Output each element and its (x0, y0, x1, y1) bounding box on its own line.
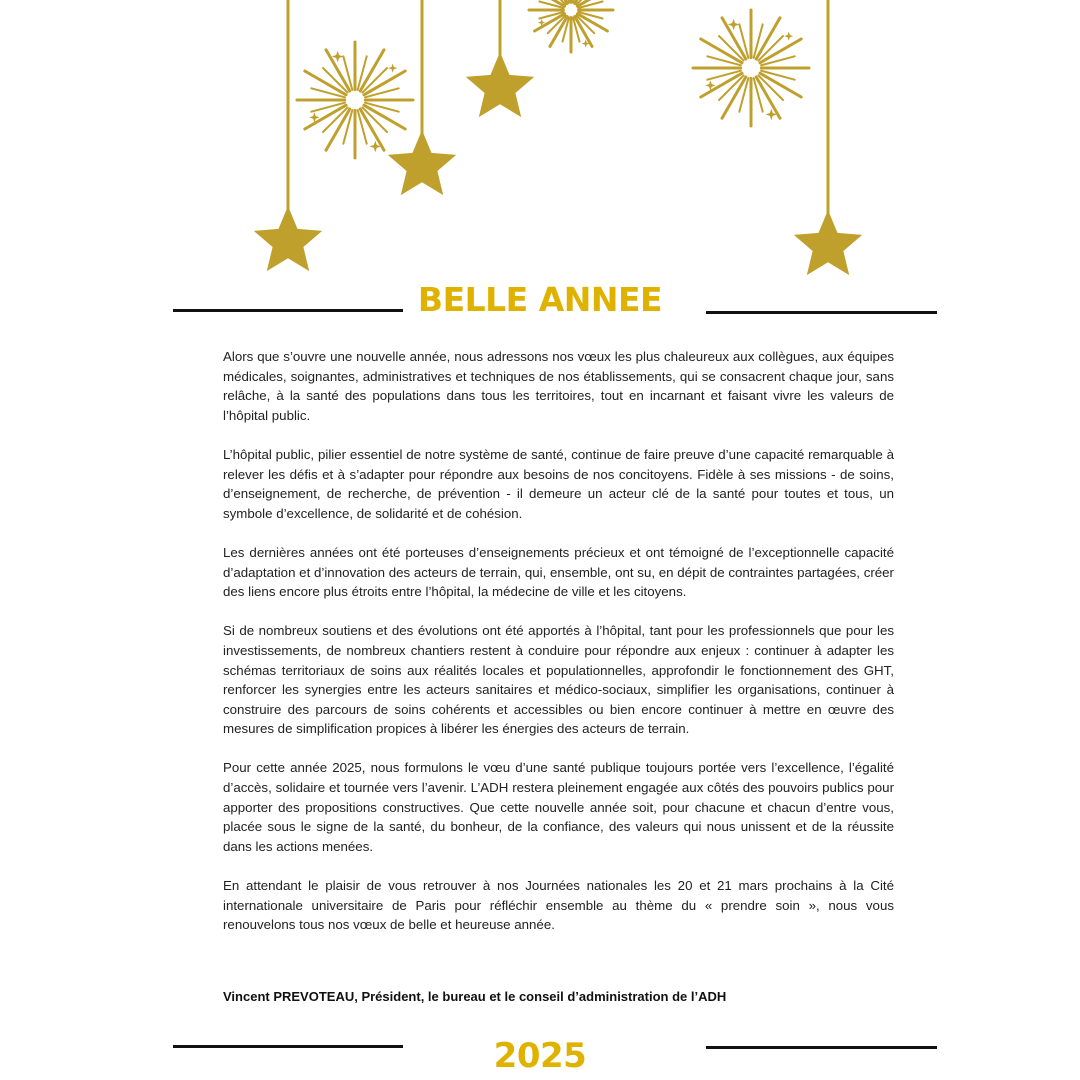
letter-paragraph: L’hôpital public, pilier essentiel de notre système de santé, continue de faire preuve d’une capacité remarquable à relever les défis et à s’adapter pour répondre aux besoins de nos concitoyens. Fidèle à ses missions - de soins, d’enseignement, de recherche, de prévention - il demeure un acteur clé de la santé pour toutes et tous, un symbole d’excellence, de solidarité et de cohésion. (223, 446, 894, 521)
star-icon (388, 130, 456, 195)
year-label: 2025 (493, 1036, 587, 1076)
letter-paragraph: Les dernières années ont été porteuses d’enseignements précieux et ont témoigné de l’exceptionnelle capacité d’adaptation et d’innovation des acteurs de terrain, qui, ensemble, ont su, en dépit de contraintes partagées, créer des liens encore plus étroits entre l’hôpital, la médecine de ville et les citoyens. (223, 544, 894, 600)
letter-paragraph: Alors que s’ouvre une nouvelle année, nous adressons nos vœux les plus chaleureux aux collègues, aux équipes médicales, soignantes, administratives et techniques de nos établissements, qui se consacrent chaque jour, sans relâche, à la santé des populations dans tous les territoires, tout en incarnant et faisant vivre les valeurs de l’hôpital public. (223, 349, 894, 423)
letter-paragraph: Pour cette année 2025, nous formulons le vœu d’une santé publique toujours portée vers l’excellence, l’égalité d’accès, solidaire et tournée vers l’avenir. L’ADH restera pleinement engagée aux côtés des pouvoirs publics pour apporter des propositions constructives. Que cette nouvelle année soit, pour chacune et chacun d’entre vous, placée sous le signe de la santé, du bonheur, de la confiance, des valeurs qui nous unissent et de la réussite dans les actions menées. (223, 760, 894, 854)
signature: Vincent PREVOTEAU, Président, le bureau et le conseil d’administration de l’ADH (223, 989, 727, 1004)
letter-body (223, 347, 894, 954)
hanging-decorations (0, 0, 1080, 290)
firework-icon (693, 10, 809, 126)
star-icon (254, 206, 322, 271)
letter-paragraph: En attendant le plaisir de vous retrouver à nos Journées nationales les 20 et 21 mars prochains à la Cité internationale universitaire de Paris pour réfléchir ensemble au thème du « prendre soin », nous vous renouvelons tous nos vœux de belle et heureuse année. (223, 878, 894, 933)
star-icon (466, 52, 534, 117)
star-icon (794, 210, 862, 275)
firework-icon (529, 0, 613, 52)
firework-icon (297, 42, 413, 158)
page-title: BELLE ANNEE (417, 280, 663, 319)
letter-paragraph: Si de nombreux soutiens et des évolutions ont été apportés à l’hôpital, tant pour les professionnels que pour les investissements, de nombreux chantiers restent à conduire pour répondre aux enjeux : continuer à adapter les schémas territoriaux de soins aux réalités locales et populationnelles, approfondir le fonctionnement des GHT, renforcer les synergies entre les acteurs sanitaires et médico-sociaux, simplifier les organisations, continuer à construire des parcours de soins cohérents et accessibles ou bien encore continuer à mettre en œuvre des mesures de simplification propices à libérer les énergies des acteurs de terrain. (223, 623, 894, 737)
